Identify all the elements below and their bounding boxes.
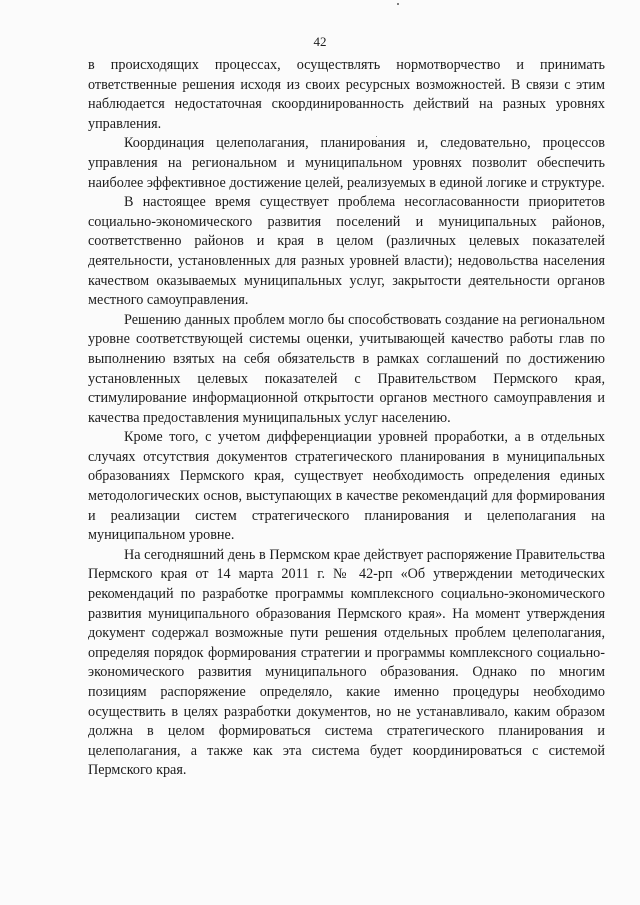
paragraph: Кроме того, с учетом дифференциации уровней проработки, а в отдельных случаях отсутствия документов стратегического планирования в муниципальных образованиях Пермского края, существует необходимость определения единых методологических основ, выступающих в качестве рекомендаций для формирования и реализации систем стратегического планирования и целеполагания на муниципальном уровне. (88, 429, 605, 544)
body-text (88, 56, 605, 781)
paragraph: в происходящих процессах, осуществлять нормотворчество и принимать ответственные решения исходя из своих ресурсных возможностей. В связи с этим наблюдается недостаточная скоординированность действий на разных уровнях управления. (88, 57, 605, 132)
paragraph: На сегодняшний день в Пермском крае действует распоряжение Правительства Пермского края от 14 марта 2011 г. № 42-рп «Об утверждении методических рекомендаций по разработке программы комплексного социально-экономического развития муниципального образования Пермского края». На момент утверждения документ содержал возможные пути решения отдельных проблем целеполагания, определяя порядок формирования стратегии и программы комплексного социально-экономического развития муниципального образования. Однако по многим позициям распоряжение определяло, какие именно процедуры необходимо осуществить в целях разработки документов, но не устанавливало, каким образом должна в целом формироваться система стратегического планирования и целеполагания, а также как эта система будет координироваться с системой Пермского края. (88, 546, 605, 779)
paragraph: Решению данных проблем могло бы способствовать создание на региональном уровне соответствующей системы оценки, учитывающей качество работы глав по выполнению взятых на себя обязательств в рамках соглашений по достижению установленных целевых показателей с Правительством Пермского края, стимулирование информационной открытости органов местного самоуправления и качества предоставления муниципальных услуг населению. (88, 311, 605, 426)
paragraph: Координация целеполагания, планирования и, следовательно, процессов управления на региональном и муниципальном уровнях позволит обеспечить наиболее эффективное достижение целей, реализуемых в единой логике и структуре. (88, 135, 605, 191)
paragraph: В настоящее время существует проблема несогласованности приоритетов социально-экономического развития поселений и муниципальных районов, соответственно районов и края в целом (различных целевых показателей деятельности, установленных для разных уровней власти); недовольства населения качеством оказываемых муниципальных услуг, закрытости деятельности органов местного самоуправления. (88, 194, 605, 309)
scan-speck (397, 3, 399, 5)
page-number: 42 (313, 34, 327, 49)
